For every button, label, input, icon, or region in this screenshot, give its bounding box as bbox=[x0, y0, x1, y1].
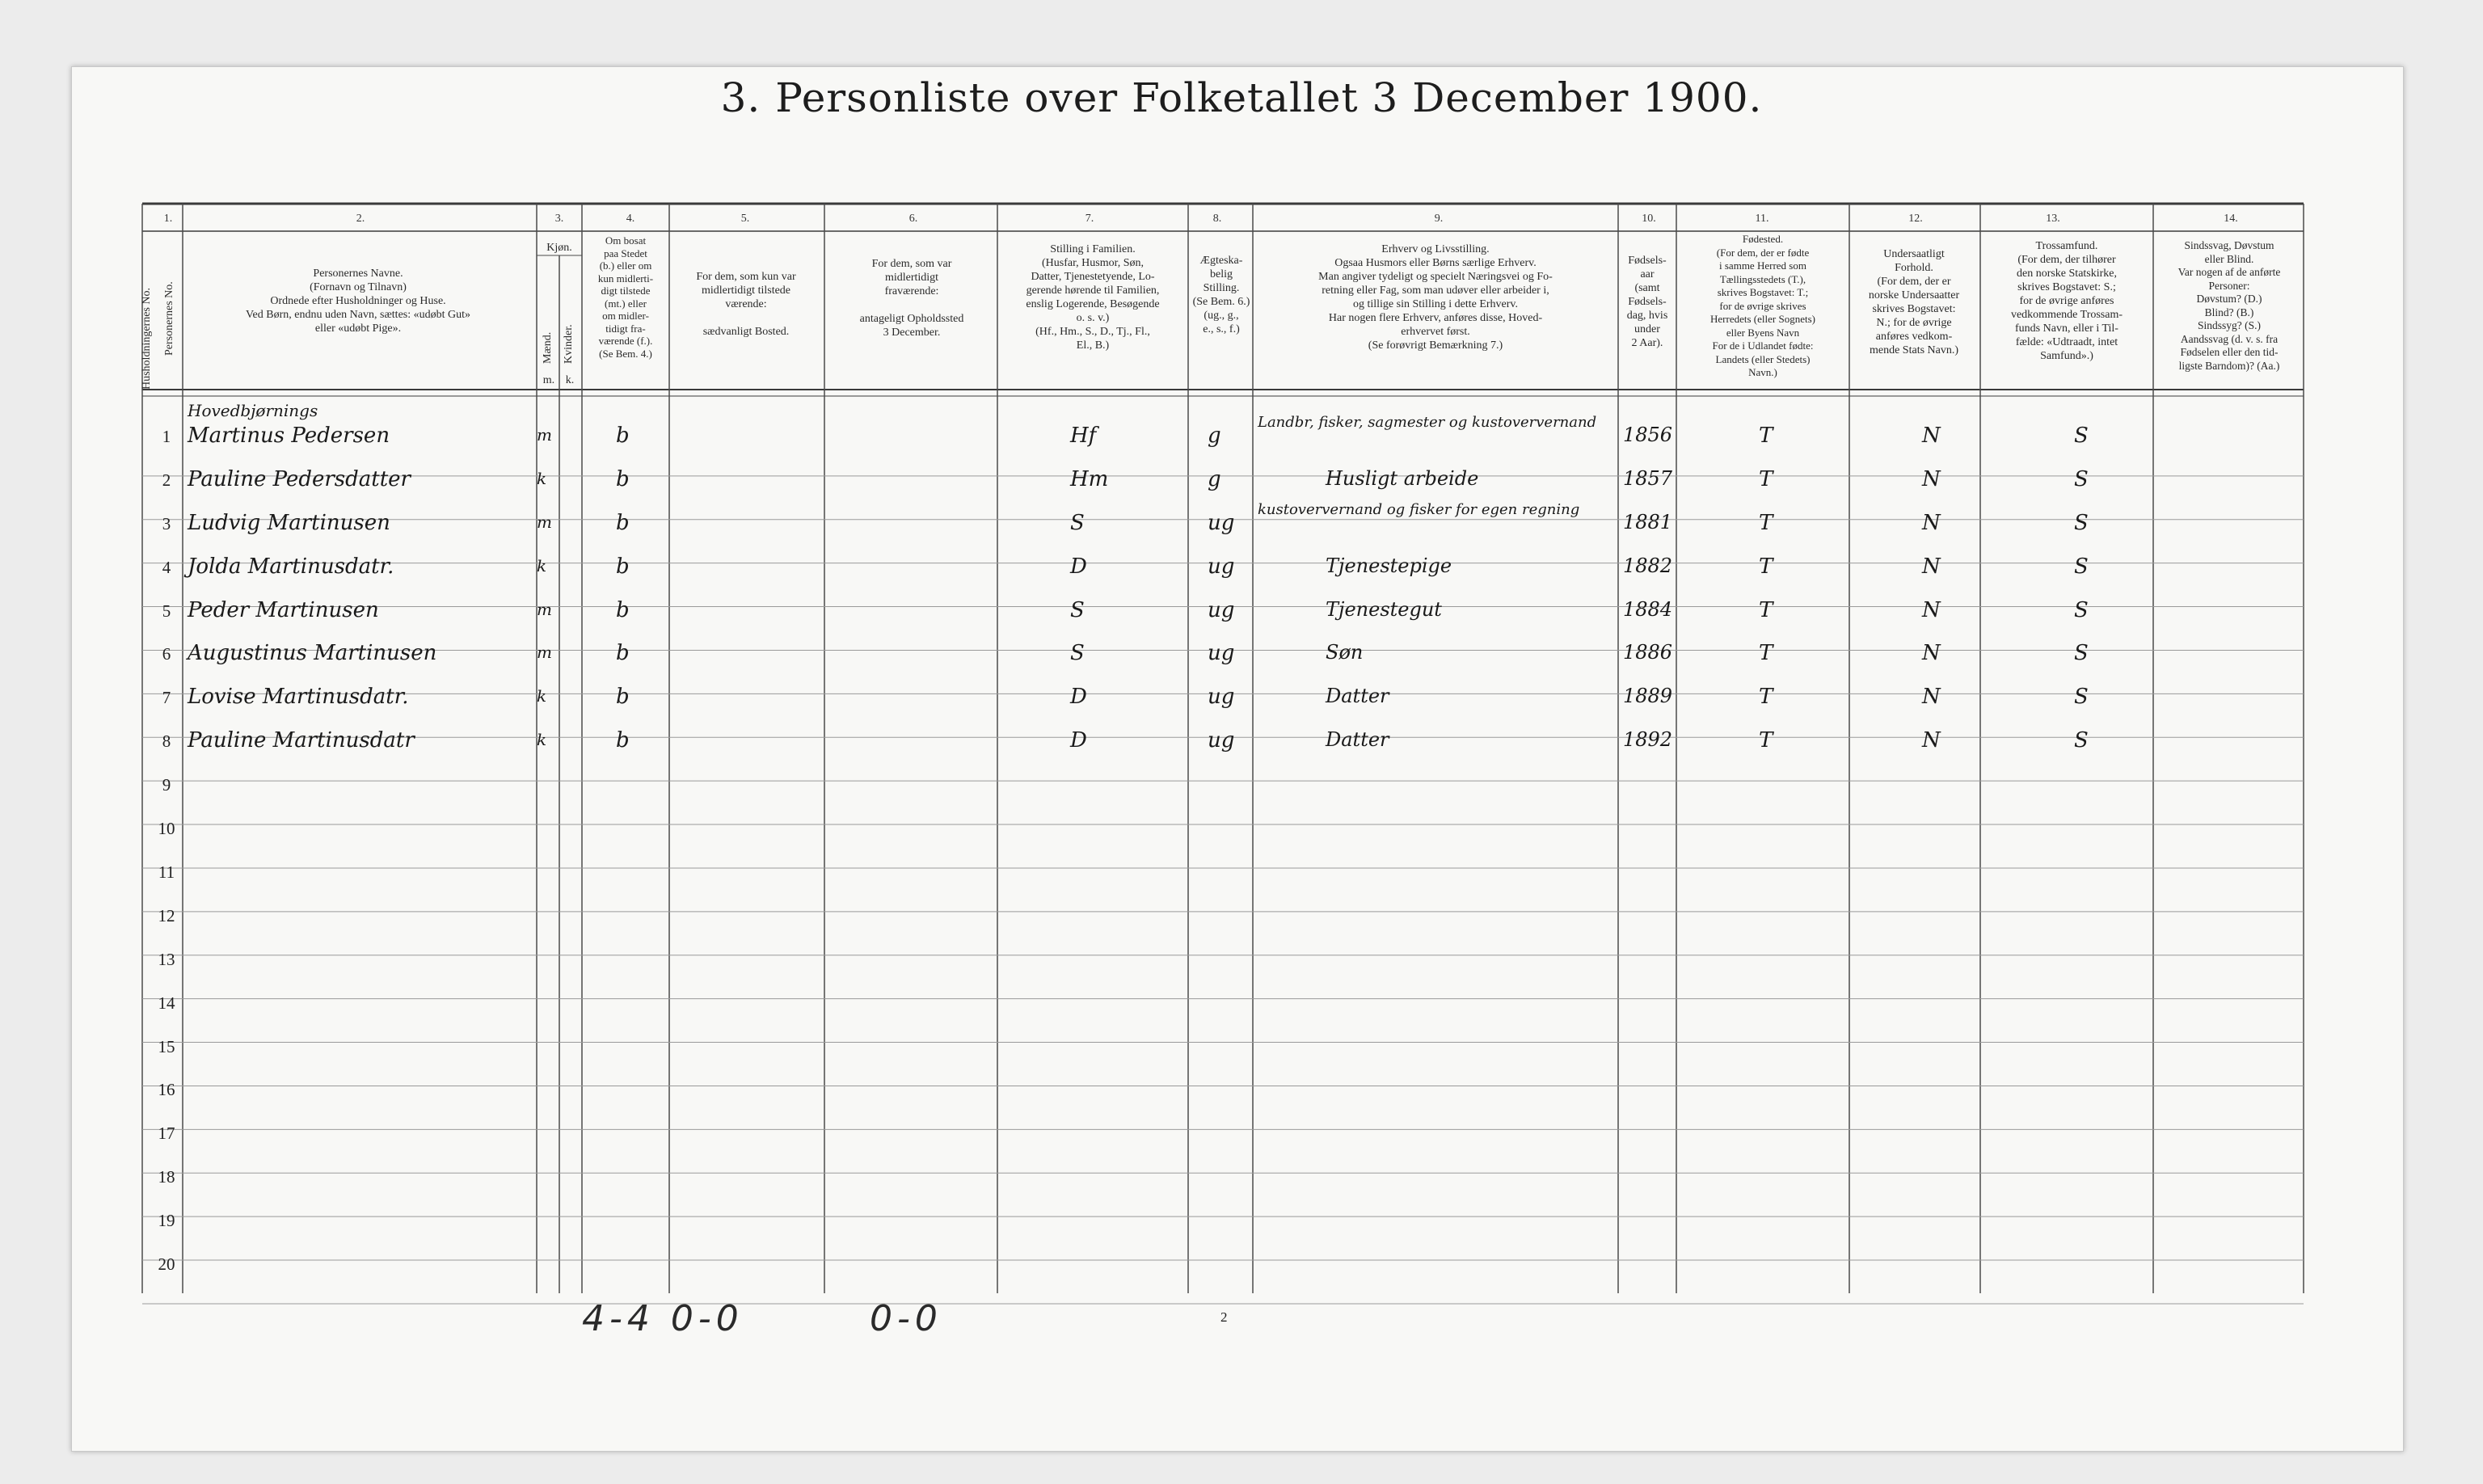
person-religion: S bbox=[2074, 597, 2089, 622]
person-birthplace: T bbox=[1759, 685, 1773, 710]
row-number: 1 bbox=[162, 426, 171, 446]
person-marital-status: ug bbox=[1208, 641, 1235, 666]
person-residence: b bbox=[616, 685, 630, 710]
bottom-tally-right: 0-0 bbox=[870, 1298, 942, 1339]
header-temp-present: For dem, som kun var midlertidigt tilstede værende: sædvanligt Bosted. bbox=[696, 271, 796, 338]
person-occupation: Landbr, fisker, sagmester og kustoververnand bbox=[1258, 413, 1597, 431]
header-birthplace: Fødested. (For dem, der er fødte i samme Herred som Tællingsstedets (T.), skrives Bogstavet: T.; for de øvrige skrives Herredets (eller Sognets) eller Byens Navn For de i Udlandet fødte: Landets (eller Stedets) Navn.) bbox=[1710, 233, 1815, 378]
header-temp-absent: For dem, som var midlertidigt fraværende: antageligt Opholdssted 3 December. bbox=[859, 258, 964, 339]
person-sex: k bbox=[537, 468, 547, 488]
row-number: 19 bbox=[158, 1211, 175, 1231]
person-name: Ludvig Martinusen bbox=[188, 510, 390, 535]
person-residence: b bbox=[616, 510, 630, 535]
column-number-3: 3. bbox=[554, 213, 564, 225]
person-religion: S bbox=[2074, 510, 2089, 535]
person-marital-status: ug bbox=[1208, 685, 1235, 710]
column-number-6: 6. bbox=[908, 213, 918, 225]
header-gender-k: k. bbox=[565, 374, 575, 386]
header-disability: Sindssvag, Døvstum eller Blind. Var nogen af de anførte Personer: Døvstum? (D.) Blind? (B.) Sindssyg? (S.) Aandssvag (d. v. s. fra Fødselen eller den tid- ligste Barndom)? (Aa.) bbox=[2177, 239, 2281, 372]
row-number: 20 bbox=[158, 1254, 175, 1274]
person-birthplace: T bbox=[1759, 728, 1773, 753]
row-number: 10 bbox=[158, 819, 175, 838]
person-marital-status: g bbox=[1208, 466, 1221, 491]
person-name: Martinus Pedersen bbox=[188, 423, 390, 448]
column-number-11: 11. bbox=[1755, 213, 1769, 225]
person-occupation: Datter bbox=[1326, 728, 1389, 752]
person-birth-year: 1882 bbox=[1623, 554, 1673, 577]
person-occupation: Tjenestepige bbox=[1326, 554, 1452, 577]
bottom-tally-left: 4-4 0-0 bbox=[582, 1298, 744, 1339]
row-number: 12 bbox=[158, 905, 175, 925]
person-name: Pauline Martinusdatr bbox=[188, 728, 415, 753]
column-number-12: 12. bbox=[1908, 213, 1923, 225]
row-number: 8 bbox=[162, 731, 171, 752]
header-gender-m: m. bbox=[542, 374, 555, 386]
column-number-9: 9. bbox=[1434, 213, 1444, 225]
header-gender-k-vertical: Kvinder. bbox=[563, 324, 575, 364]
column-number-4: 4. bbox=[626, 213, 635, 225]
header-household-no: Husholdningernes No. bbox=[141, 288, 153, 390]
person-sex: m bbox=[537, 599, 552, 619]
person-occupation: Datter bbox=[1326, 685, 1389, 708]
row-number: 4 bbox=[162, 557, 171, 577]
person-religion: S bbox=[2074, 423, 2089, 448]
header-birth: Fødsels- aar (samt Fødsels- dag, hvis under 2 Aar). bbox=[1626, 255, 1668, 349]
person-family-position: D bbox=[1070, 728, 1087, 753]
row-number: 6 bbox=[162, 644, 171, 664]
column-number-2: 2. bbox=[356, 213, 365, 225]
person-sex: k bbox=[537, 555, 547, 575]
row-number: 3 bbox=[162, 513, 171, 533]
person-occupation: Søn bbox=[1326, 641, 1364, 664]
person-residence: b bbox=[616, 554, 630, 579]
person-residence: b bbox=[616, 597, 630, 622]
page-number: 2 bbox=[1220, 1309, 1228, 1325]
row-number: 17 bbox=[158, 1124, 175, 1144]
column-number-5: 5. bbox=[740, 213, 750, 225]
person-religion: S bbox=[2074, 641, 2089, 666]
row-number: 5 bbox=[162, 601, 171, 621]
row-number: 9 bbox=[162, 775, 171, 795]
person-family-position: D bbox=[1070, 685, 1087, 710]
person-birth-year: 1889 bbox=[1623, 685, 1673, 708]
household-label: Hovedbjørnings bbox=[188, 401, 318, 420]
person-citizenship: N bbox=[1922, 554, 1941, 579]
person-birthplace: T bbox=[1759, 423, 1773, 448]
row-number: 2 bbox=[162, 470, 171, 490]
row-number: 15 bbox=[158, 1036, 175, 1056]
header-gender-m-vertical: Mænd. bbox=[542, 331, 554, 364]
person-name: Augustinus Martinusen bbox=[188, 641, 437, 666]
person-residence: b bbox=[616, 466, 630, 491]
column-number-10: 10. bbox=[1642, 213, 1656, 225]
person-religion: S bbox=[2074, 466, 2089, 491]
person-family-position: S bbox=[1070, 597, 1085, 622]
person-occupation: Tjenestegut bbox=[1326, 597, 1442, 621]
header-name: Personernes Navne. (Fornavn og Tilnavn) Ordnede efter Husholdninger og Huse. Ved Børn, endnu uden Navn, sættes: «udøbt Gut» eller «udøbt Pige». bbox=[245, 268, 471, 335]
header-residence: Om bosat paa Stedet (b.) eller om kun midlerti- digt tilstede (mt.) eller om midler- tidigt fra- værende (f.). (Se Bem. 4.) bbox=[597, 234, 654, 360]
person-citizenship: N bbox=[1922, 685, 1941, 710]
person-name: Lovise Martinusdatr. bbox=[188, 685, 409, 710]
row-number: 14 bbox=[158, 993, 175, 1013]
person-marital-status: ug bbox=[1208, 554, 1235, 579]
person-religion: S bbox=[2074, 554, 2089, 579]
column-number-13: 13. bbox=[2046, 213, 2060, 225]
form-title-number: 3. bbox=[720, 74, 761, 121]
person-name: Jolda Martinusdatr. bbox=[188, 554, 394, 579]
person-family-position: Hf bbox=[1070, 423, 1097, 448]
person-name: Pauline Pedersdatter bbox=[188, 466, 411, 491]
person-residence: b bbox=[616, 728, 630, 753]
person-residence: b bbox=[616, 641, 630, 666]
person-citizenship: N bbox=[1922, 510, 1941, 535]
person-birth-year: 1884 bbox=[1623, 597, 1673, 621]
person-birth-year: 1881 bbox=[1623, 510, 1673, 533]
header-occupation: Erhverv og Livsstilling. Ogsaa Husmors eller Børns særlige Erhverv. Man angiver tydeligt og specielt Næringsvei og Fo- retning eller Fag, som man udøver eller arbeider i, og tillige sin Stilling i dette Erhverv. Har nogen flere Erhverv, anføres disse, Hoved- erhvervet først. (Se forøvrigt Bemærkning 7.) bbox=[1318, 243, 1553, 352]
person-birthplace: T bbox=[1759, 466, 1773, 491]
person-citizenship: N bbox=[1922, 423, 1941, 448]
header-person-no: Personernes No. bbox=[163, 281, 175, 356]
person-birthplace: T bbox=[1759, 641, 1773, 666]
person-occupation: Husligt arbeide bbox=[1326, 466, 1479, 490]
person-birth-year: 1856 bbox=[1623, 423, 1673, 446]
person-religion: S bbox=[2074, 728, 2089, 753]
person-family-position: S bbox=[1070, 510, 1085, 535]
column-number-14: 14. bbox=[2224, 213, 2238, 225]
person-family-position: Hm bbox=[1070, 466, 1109, 491]
person-family-position: D bbox=[1070, 554, 1087, 579]
person-birthplace: T bbox=[1759, 510, 1773, 535]
person-sex: m bbox=[537, 643, 552, 663]
person-residence: b bbox=[616, 423, 630, 448]
row-number: 13 bbox=[158, 949, 175, 969]
person-name: Peder Martinusen bbox=[188, 597, 379, 622]
person-sex: k bbox=[537, 686, 547, 706]
person-citizenship: N bbox=[1922, 728, 1941, 753]
person-sex: k bbox=[537, 730, 547, 750]
row-number: 7 bbox=[162, 688, 171, 708]
person-sex: m bbox=[537, 512, 552, 532]
person-citizenship: N bbox=[1922, 641, 1941, 666]
row-number: 11 bbox=[158, 862, 175, 882]
header-citizenship: Undersaatligt Forhold. (For dem, der er norske Undersaatter skrives Bogstavet: N.; for de øvrige anføres vedkom- mende Stats Navn.) bbox=[1868, 248, 1960, 356]
person-birthplace: T bbox=[1759, 597, 1773, 622]
header-family-position: Stilling i Familien. (Husfar, Husmor, Søn, Datter, Tjenestetyende, Lo- gerende hørende til Familien, enslig Logerende, Besøgende o. s. v.) (Hf., Hm., S., D., Tj., Fl., El., B.) bbox=[1026, 243, 1160, 352]
row-number: 18 bbox=[158, 1167, 175, 1187]
person-birth-year: 1892 bbox=[1623, 728, 1673, 752]
person-marital-status: ug bbox=[1208, 510, 1235, 535]
person-birth-year: 1886 bbox=[1623, 641, 1673, 664]
header-marital: Ægteska- belig Stilling. (Se Bem. 6.) (ug., g., e., s., f.) bbox=[1192, 255, 1250, 335]
person-citizenship: N bbox=[1922, 466, 1941, 491]
person-birth-year: 1857 bbox=[1623, 466, 1673, 490]
header-gender: Kjøn. bbox=[546, 242, 572, 254]
person-religion: S bbox=[2074, 685, 2089, 710]
person-marital-status: ug bbox=[1208, 728, 1235, 753]
person-birthplace: T bbox=[1759, 554, 1773, 579]
form-title-text: Personliste over Folketallet 3 December 1900. bbox=[775, 74, 1763, 121]
person-sex: m bbox=[537, 424, 552, 445]
person-citizenship: N bbox=[1922, 597, 1941, 622]
row-number: 16 bbox=[158, 1080, 175, 1100]
column-number-1: 1. bbox=[163, 213, 173, 225]
column-number-8: 8. bbox=[1212, 213, 1222, 225]
person-family-position: S bbox=[1070, 641, 1085, 666]
column-number-7: 7. bbox=[1085, 213, 1094, 225]
person-marital-status: g bbox=[1208, 423, 1221, 448]
person-occupation: kustoververnand og fisker for egen regning bbox=[1258, 500, 1580, 518]
person-marital-status: ug bbox=[1208, 597, 1235, 622]
header-religion: Trossamfund. (For dem, der tilhører den norske Statskirke, skrives Bogstavet: S.; for de øvrige anføres vedkommende Trossam- funds Navn, eller i Til- fælde: «Udtraadt, intet Samfund».) bbox=[2010, 240, 2123, 362]
